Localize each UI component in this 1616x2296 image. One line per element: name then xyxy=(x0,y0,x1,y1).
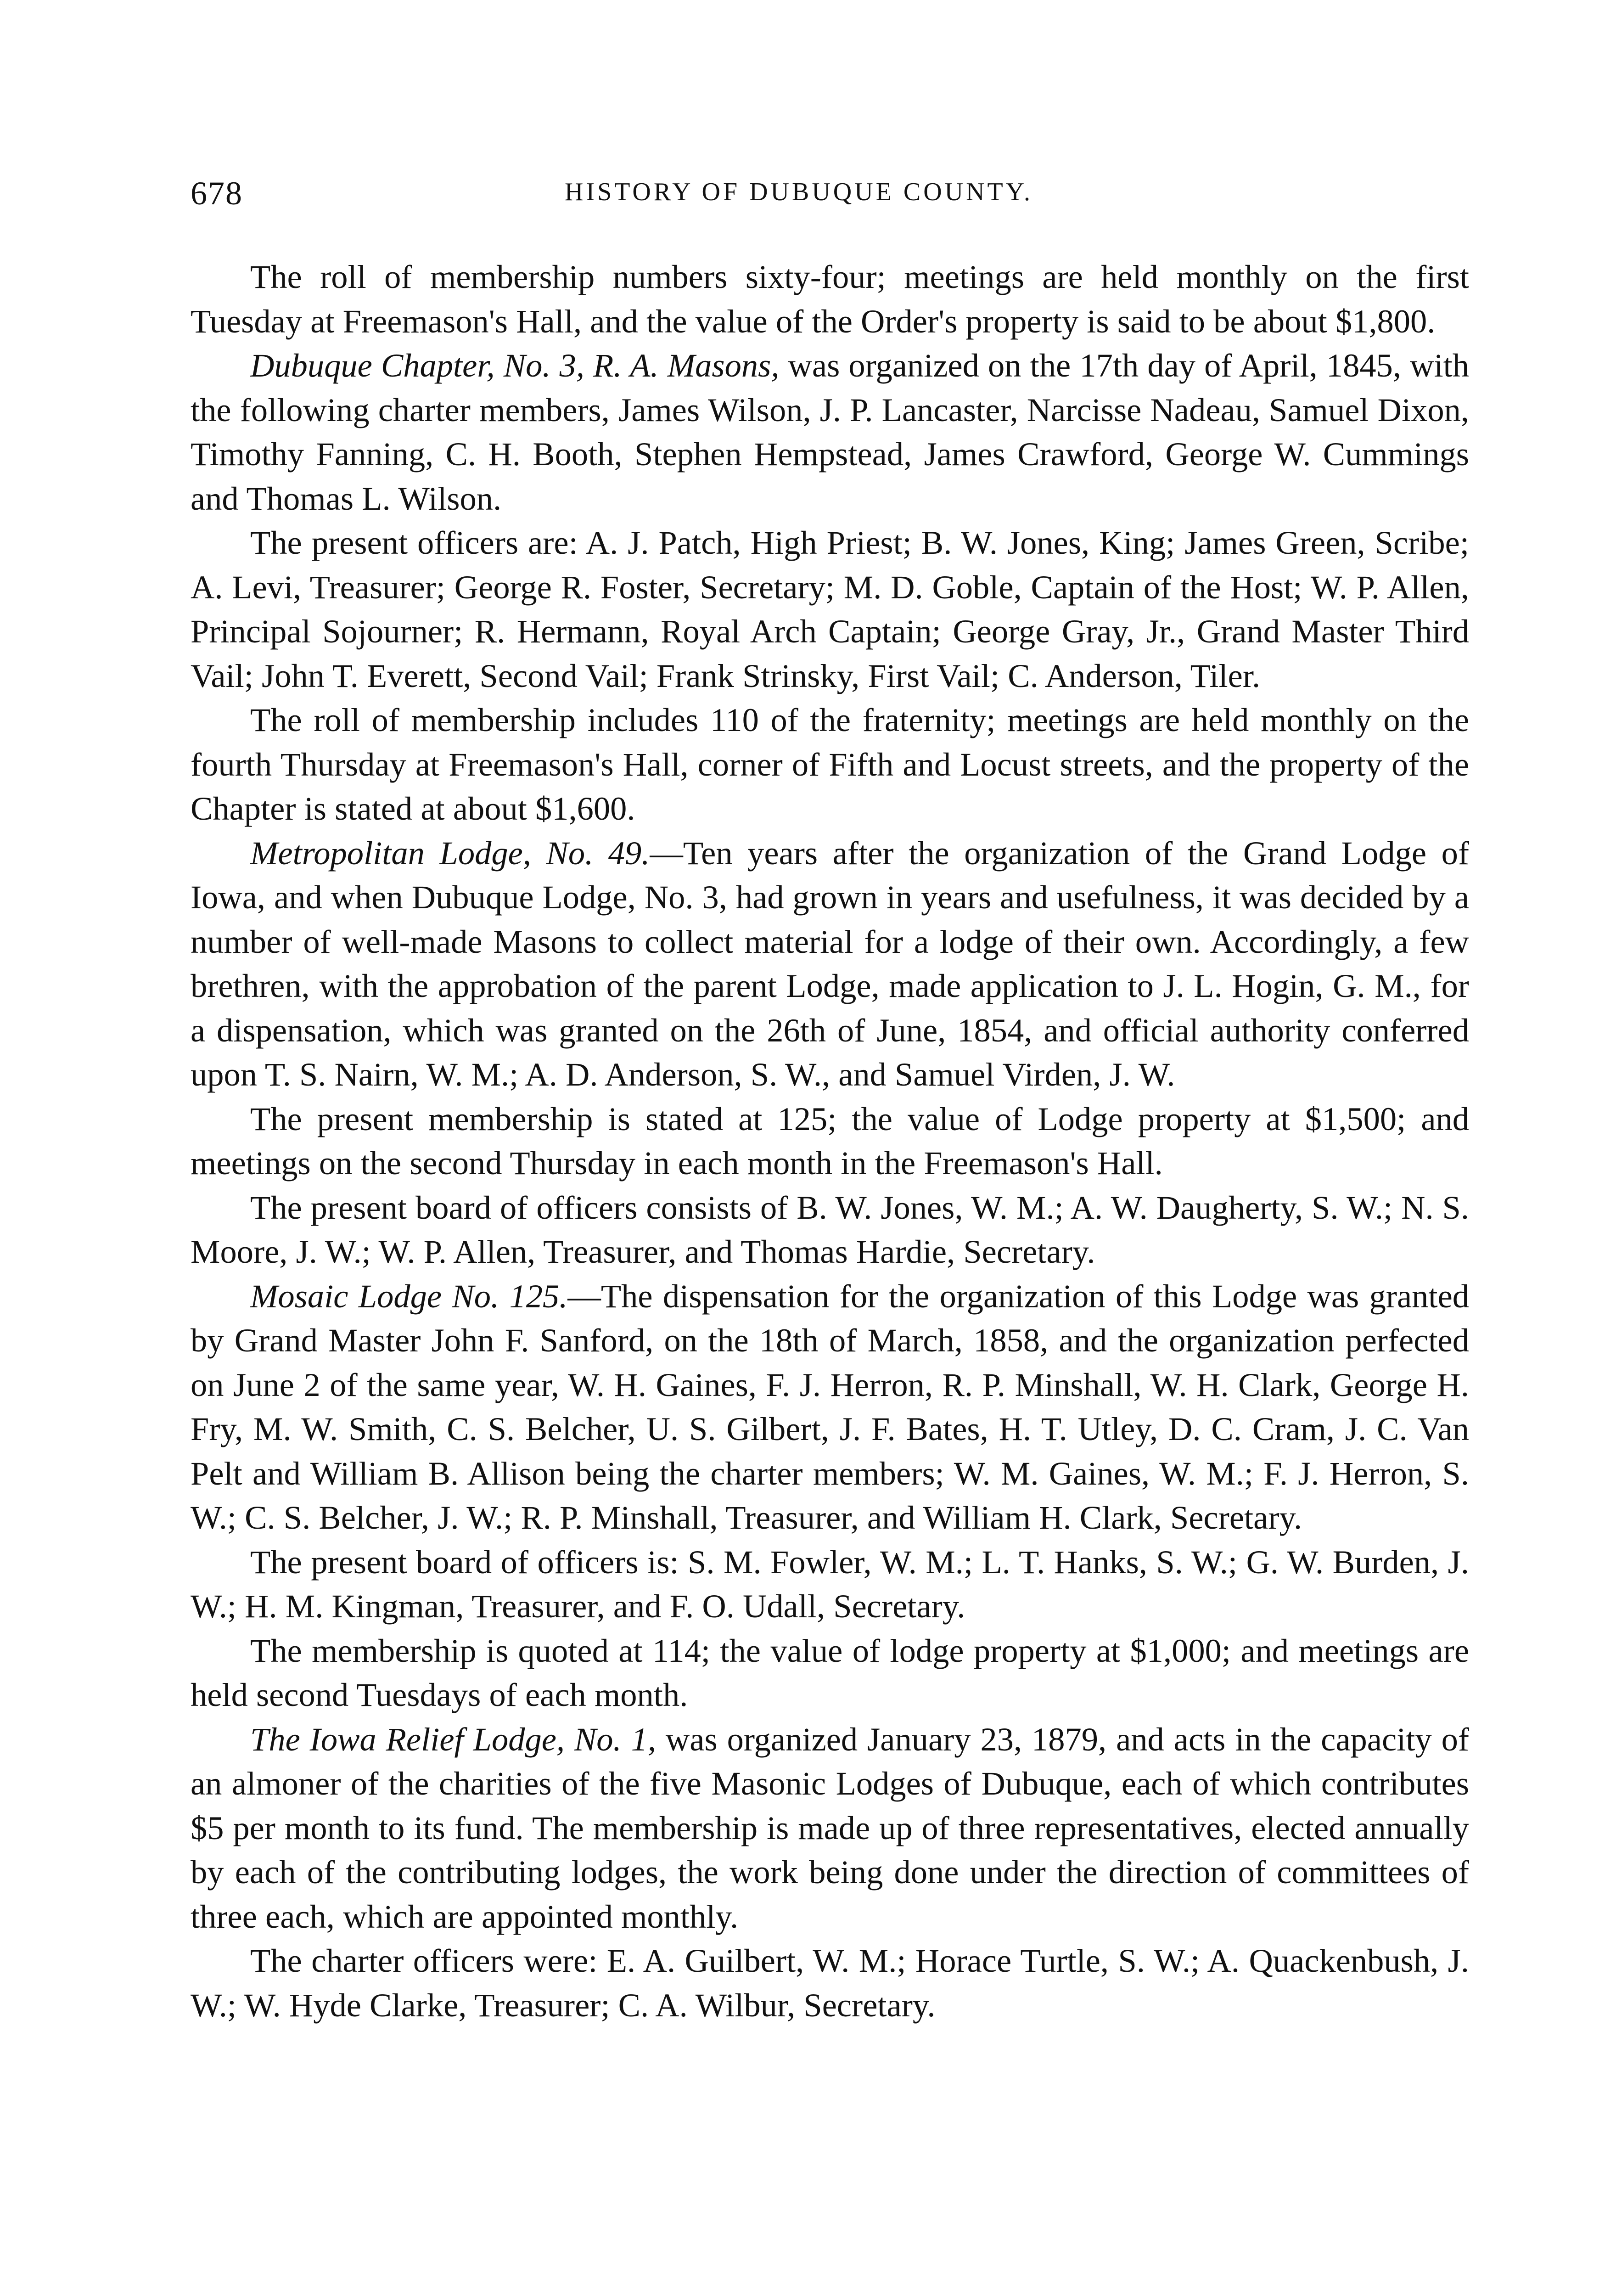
book-page xyxy=(191,174,1469,2027)
paragraph-heading: Metropolitan Lodge, No. 49. xyxy=(250,834,650,872)
paragraph-mosaic-membership xyxy=(191,1629,1469,1717)
paragraph-heading: The Iowa Relief Lodge, No. 1, xyxy=(250,1720,656,1758)
paragraph-heading: Mosaic Lodge No. 125. xyxy=(250,1277,568,1315)
paragraph-charter-officers xyxy=(191,1939,1469,2027)
paragraph-text: The roll of membership includes 110 of the fraternity; meetings are held monthly on the fourth Thursday at Freemason's Hall, corner of Fifth and Locust streets, and the property of the Chapter is stated at about $1,600. xyxy=(191,701,1469,827)
paragraph-membership-first-lodge xyxy=(191,255,1469,343)
paragraph-text: The roll of membership numbers sixty-four; meetings are held monthly on the first Tuesday at Freemason's Hall, and the value of the Order's property is said to be about $1,800. xyxy=(191,258,1469,340)
paragraph-text: The membership is quoted at 114; the value of lodge property at $1,000; and meetings are held second Tuesdays of each month. xyxy=(191,1632,1469,1713)
paragraph-text: The present board of officers consists of B. W. Jones, W. M.; A. W. Daugherty, S. W.; N. S. Moore, J. W.; W. P. Allen, Treasurer, and Thomas Hardie, Secretary. xyxy=(191,1188,1469,1270)
running-head xyxy=(191,174,1469,211)
paragraph-metropolitan-lodge xyxy=(191,831,1469,1097)
paragraph-metropolitan-membership xyxy=(191,1097,1469,1186)
paragraph-text: The charter officers were: E. A. Guilbert, W. M.; Horace Turtle, S. W.; A. Quackenbush, J. W.; W. Hyde Clarke, Treasurer; C. A. Wilbur, Secretary. xyxy=(191,1942,1469,2024)
paragraph-text: —Ten years after the organization of the Grand Lodge of Iowa, and when Dubuque Lodge, No. 3, had grown in years and usefulness, it was decided by a number of well-made Masons to collect material for a lodge of their own. Accordingly, a few brethren, with the approbation of the parent Lodge, made application to J. L. Hogin, G. M., for a dispensation, which was granted on the 26th of June, 1854, and official authority conferred upon T. S. Nairn, W. M.; A. D. Anderson, S. W., and Samuel Virden, J. W. xyxy=(191,834,1469,1093)
running-header-title: HISTORY OF DUBUQUE COUNTY. xyxy=(565,178,1033,206)
paragraph-chapter-membership xyxy=(191,698,1469,831)
page-number: 678 xyxy=(191,175,243,212)
paragraph-heading: Dubuque Chapter, No. 3, R. A. Masons, xyxy=(250,347,780,384)
paragraph-text: The present membership is stated at 125; the value of Lodge property at $1,500; and meetings on the second Thursday in each month in the Freemason's Hall. xyxy=(191,1100,1469,1182)
paragraph-dubuque-chapter xyxy=(191,343,1469,521)
paragraph-iowa-relief-lodge xyxy=(191,1717,1469,1939)
paragraph-mosaic-lodge xyxy=(191,1274,1469,1540)
paragraph-metropolitan-officers xyxy=(191,1186,1469,1274)
paragraph-text: The present board of officers is: S. M. Fowler, W. M.; L. T. Hanks, S. W.; G. W. Burden, J. W.; H. M. Kingman, Treasurer, and F. O. Udall, Secretary. xyxy=(191,1543,1469,1625)
paragraph-chapter-officers xyxy=(191,521,1469,698)
paragraph-text: The present officers are: A. J. Patch, High Priest; B. W. Jones, King; James Green, Scribe; A. Levi, Treasurer; George R. Foster, Secretary; M. D. Goble, Captain of the Host; W. P. Allen, Principal Sojourner; R. Hermann, Royal Arch Captain; George Gray, Jr., Grand Master Third Vail; John T. Everett, Second Vail; Frank Strinsky, First Vail; C. Anderson, Tiler. xyxy=(191,524,1469,694)
paragraph-text: —The dispensation for the organization of this Lodge was granted by Grand Master John F. Sanford, on the 18th of March, 1858, and the organization perfected on June 2 of the same year, W. H. Gaines, F. J. Herron, R. P. Minshall, W. H. Clark, George H. Fry, M. W. Smith, C. S. Belcher, U. S. Gilbert, J. F. Bates, H. T. Utley, D. C. Cram, J. C. Van Pelt and William B. Allison being the charter members; W. M. Gaines, W. M.; F. J. Herron, S. W.; C. S. Belcher, J. W.; R. P. Minshall, Treasurer, and William H. Clark, Secretary. xyxy=(191,1277,1469,1536)
paragraph-text: was organized January 23, 1879, and acts in the capacity of an almoner of the charities of the five Masonic Lodges of Dubuque, each of which contributes $5 per month to its fund. The membership is made up of three representatives, elected annually by each of the contributing lodges, the work being done under the direction of committees of three each, which are appointed monthly. xyxy=(191,1720,1469,1935)
paragraph-text: was organized on the 17th day of April, 1845, with the following charter members, James Wilson, J. P. Lancaster, Narcisse Nadeau, Samuel Dixon, Timothy Fanning, C. H. Booth, Stephen Hempstead, James Crawford, George W. Cummings and Thomas L. Wilson. xyxy=(191,347,1469,517)
paragraph-mosaic-officers xyxy=(191,1540,1469,1629)
